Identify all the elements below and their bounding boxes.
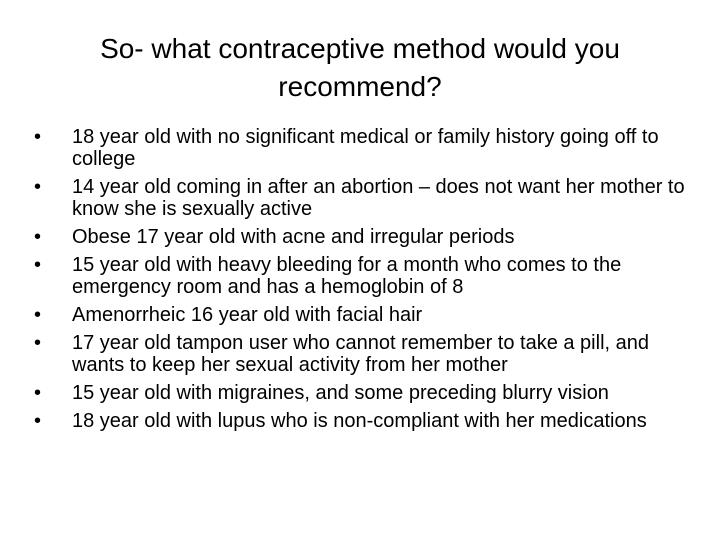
list-item-text: 17 year old tampon user who cannot remember to take a pill, and wants to keep her sexual activity from her mother [72,332,649,376]
slide-title: So- what contraceptive method would you recommend? [100,33,620,102]
bullet-icon: • [34,254,42,276]
list-item [30,226,695,248]
list-item [30,254,695,298]
list-item [30,382,695,404]
bullet-icon: • [34,410,42,432]
list-item-text: 15 year old with migraines, and some preceding blurry vision [72,382,609,404]
bullet-icon: • [34,304,42,326]
list-item [30,176,695,220]
list-item-text: 15 year old with heavy bleeding for a month who comes to the emergency room and has a hemoglobin of 8 [72,254,622,298]
bullet-list [30,126,695,438]
list-item [30,304,695,326]
list-item-text: 18 year old with no significant medical or family history going off to college [72,126,659,170]
bullet-icon: • [34,126,42,148]
list-item [30,332,695,376]
list-item [30,410,695,432]
list-item [30,126,695,170]
bullet-icon: • [34,226,42,248]
list-item-text: 18 year old with lupus who is non-compliant with her medications [72,410,647,432]
bullet-icon: • [34,176,42,198]
list-item-text: Amenorrheic 16 year old with facial hair [72,304,423,326]
list-item-text: 14 year old coming in after an abortion – does not want her mother to know she is sexually active [72,176,685,220]
bullet-icon: • [34,332,42,354]
list-item-text: Obese 17 year old with acne and irregular periods [72,226,515,248]
bullet-icon: • [34,382,42,404]
